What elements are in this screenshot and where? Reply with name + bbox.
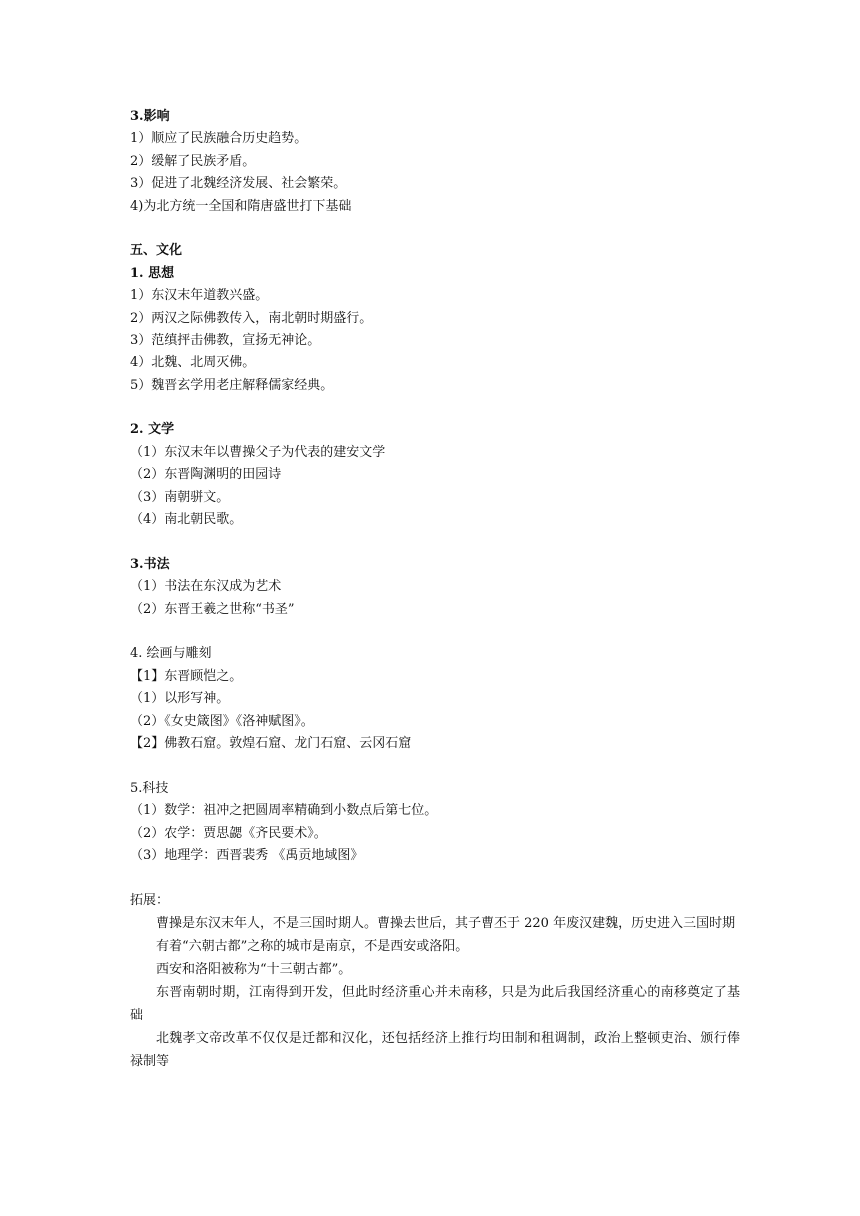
technology-item: （3）地理学：西晋裴秀 《禹贡地域图》 <box>130 847 364 863</box>
calligraphy-item: （1）书法在东汉成为艺术 <box>130 579 282 595</box>
technology-heading: 5.科技 <box>130 780 169 796</box>
literature-item: （4）南北朝民歌。 <box>130 512 243 528</box>
influence-item: 4)为北方统一全国和隋唐盛世打下基础 <box>130 198 352 214</box>
painting-item: 【2】佛教石窟。敦煌石窟、龙门石窟、云冈石窟 <box>130 735 412 751</box>
extension-heading: 拓展： <box>130 892 170 908</box>
painting-heading: 4. 绘画与雕刻 <box>130 646 212 662</box>
culture-heading: 五、文化 <box>130 243 183 259</box>
painting-item: （2）《女史箴图》《洛神赋图》。 <box>130 713 314 729</box>
painting-item: 【1】东晋顾恺之。 <box>130 668 243 684</box>
spacer <box>130 867 740 889</box>
literature-item: （2）东晋陶渊明的田园诗 <box>130 467 282 483</box>
spacer <box>130 755 740 777</box>
thought-item: 5）魏晋玄学用老庄解释儒家经典。 <box>130 377 334 393</box>
spacer <box>130 531 740 553</box>
extension-paragraph: 北魏孝文帝改革不仅仅是迁都和汉化，还包括经济上推行均田制和租调制，政治上整顿吏治、颁行俸禄制等 <box>130 1031 740 1070</box>
extension-paragraph: 曹操是东汉末年人，不是三国时期人。曹操去世后，其子曹丕于 220 年废汉建魏，历史进入三国时期 <box>156 916 736 932</box>
calligraphy-item: （2）东晋王羲之世称“书圣” <box>130 601 295 617</box>
spacer <box>130 218 740 240</box>
thought-heading: 1. 思想 <box>130 265 175 281</box>
influence-item: 2）缓解了民族矛盾。 <box>130 153 256 169</box>
calligraphy-heading: 3.书法 <box>130 556 170 572</box>
extension-paragraph: 有着“六朝古都”之称的城市是南京，不是西安或洛阳。 <box>156 939 469 955</box>
literature-item: （1）东汉末年以曹操父子为代表的建安文学 <box>130 444 386 460</box>
spacer <box>130 397 740 419</box>
technology-item: （1）数学：祖冲之把圆周率精确到小数点后第七位。 <box>130 803 438 819</box>
painting-item: （1）以形写神。 <box>130 691 230 707</box>
technology-item: （2）农学：贾思勰《齐民要术》。 <box>130 825 327 841</box>
extension-paragraph: 东晋南朝时期，江南得到开发，但此时经济重心并未南移，只是为此后我国经济重心的南移奠定了基础 <box>130 985 740 1024</box>
spacer <box>130 621 740 643</box>
document-content <box>130 106 740 1073</box>
thought-item: 4）北魏、北周灭佛。 <box>130 355 256 371</box>
extension-paragraph: 西安和洛阳被称为“十三朝古都”。 <box>156 962 352 978</box>
influence-item: 1）顺应了民族融合历史趋势。 <box>130 131 308 147</box>
literature-item: （3）南朝骈文。 <box>130 489 230 505</box>
thought-item: 2）两汉之际佛教传入，南北朝时期盛行。 <box>130 310 373 326</box>
literature-heading: 2. 文学 <box>130 422 175 438</box>
influence-item: 3）促进了北魏经济发展、社会繁荣。 <box>130 176 347 192</box>
thought-item: 3）范缜抨击佛教，宣扬无神论。 <box>130 332 321 348</box>
influence-heading: 3.影响 <box>130 109 170 124</box>
thought-item: 1）东汉末年道教兴盛。 <box>130 288 269 304</box>
